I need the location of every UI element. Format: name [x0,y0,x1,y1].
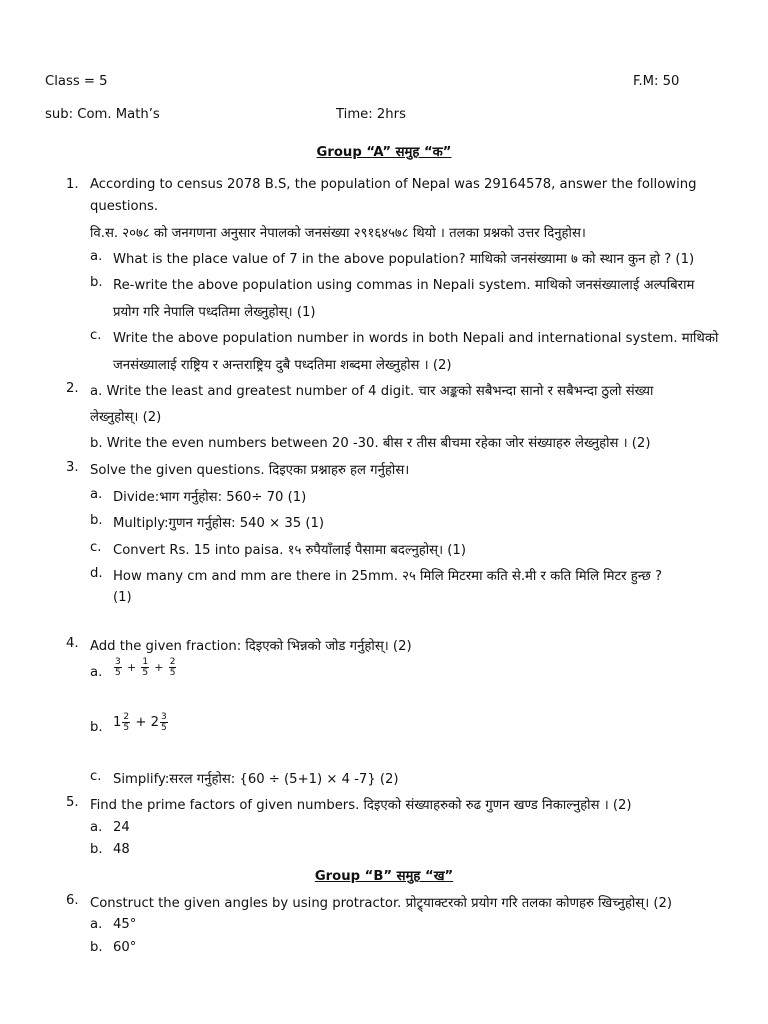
subject-label: sub: Com. Math’s [45,107,160,122]
q1c-label: c. [90,328,102,343]
q5b-text: 48 [113,842,130,857]
numerator: 1 [142,657,149,667]
q2a-line2: लेख्नुहोस्। (2) [90,410,162,425]
numerator: 3 [160,712,167,722]
q4a-expression [113,657,177,678]
q1-nepali-line: वि.स. २०७८ को जनगणना अनुसार नेपालको जनसंख्या २९१६४५७८ थियो । तलका प्रश्नको उत्तर दिनुहोस। [90,226,586,241]
denominator: 5 [169,668,176,678]
fraction [169,657,177,678]
q1c-line2: जनसंख्यालाई राष्ट्रिय र अन्तराष्ट्रिय दुबै पध्दतिमा शब्दमा लेख्नुहोस । (2) [113,358,452,373]
time-label: Time: 2hrs [336,107,406,122]
q6b-label: b. [90,940,103,955]
q6-number: 6. [66,893,79,908]
fraction [160,712,168,733]
q4b-label: b. [90,720,103,735]
fraction [141,657,149,678]
q2-number: 2. [66,381,79,396]
numerator: 3 [115,657,121,667]
q5-text: Find the prime factors of given numbers. दिइएको संख्याहरुको रुढ गुणन खण्ड निकाल्नुहोस । (2) [90,798,632,813]
q1a-text: What is the place value of 7 in the above population? माथिको जनसंख्यामा ७ को स्थान कुन हो ? (1) [113,252,695,267]
q6a-label: a. [90,917,103,932]
plus-sign: + [135,715,147,730]
q5a-text: 24 [113,820,130,835]
plus-sign: + [154,661,164,674]
q3a-label: a. [90,487,103,502]
q4c-text: Simplify:सरल गर्नुहोस: {60 ÷ (5+1) × 4 -7} (2) [113,772,399,787]
q2a-line1: a. Write the least and greatest number of 4 digit. चार अङ्कको सबैभन्दा सानो र सबैभन्दा ठुलो संख्या [90,384,654,399]
q6a-text: 45° [113,917,137,932]
q3c-label: c. [90,540,102,555]
q1a-label: a. [90,249,103,264]
q3-text: Solve the given questions. दिइएका प्रश्नाहरु हल गर्नुहोस। [90,463,410,478]
fraction [122,712,130,733]
q3d-line1: How many cm and mm are there in 25mm. २५ मिलि मिटरमा कति से.मी र कति मिलि मिटर हुन्छ ? [113,569,662,584]
q5-number: 5. [66,795,79,810]
q3c-text: Convert Rs. 15 into paisa. १५ रुपैयाँलाई पैसामा बदल्नुहोस्। (1) [113,543,466,558]
q1-line2: questions. [90,199,159,214]
numerator: 2 [169,657,176,667]
q2b-text: b. Write the even numbers between 20 -30. बीस र तीस बीचमा रहेका जोर संख्याहरु लेख्नुहोस । (2) [90,436,651,451]
q1b-line1: Re-write the above population using commas in Nepali system. माथिको जनसंख्यालाई अल्पबिराम [113,278,695,293]
numerator: 2 [123,712,130,722]
q1c-line1: Write the above population number in words in both Nepali and international system. माथिको [113,331,719,346]
group-b-title: Group “B” समुह “ख” [314,869,454,884]
whole-number: 1 [113,715,122,730]
q1-number: 1. [66,177,79,192]
q3b-text: Multiply:गुणन गर्नुहोस: 540 × 35 (1) [113,516,324,531]
q3-number: 3. [66,460,79,475]
q6-text: Construct the given angles by using protractor. प्रोट्र्याक्टरको प्रयोग गरि तलका कोणहरु खिच्नुहोस्। (2) [90,896,673,911]
fraction [114,657,122,678]
whole-number: 2 [150,715,159,730]
q4-number: 4. [66,636,79,651]
q4a-label: a. [90,665,103,680]
q3b-label: b. [90,513,103,528]
class-label: Class = 5 [45,74,108,89]
q3d-line2: (1) [113,590,132,605]
q5a-label: a. [90,820,103,835]
denominator: 5 [115,668,121,678]
denominator: 5 [160,723,167,733]
denominator: 5 [123,723,130,733]
q3d-label: d. [90,566,103,581]
q5b-label: b. [90,842,103,857]
q1-line1: According to census 2078 B.S, the population of Nepal was 29164578, answer the following [90,177,697,192]
full-marks-label: F.M: 50 [633,74,680,89]
q1b-label: b. [90,275,103,290]
plus-sign: + [126,661,137,674]
q1b-line2: प्रयोग गरि नेपालि पध्दतिमा लेख्नुहोस्। (1) [113,305,316,320]
group-a-title: Group “A” समुह “क” [316,145,452,160]
q3a-text: Divide:भाग गर्नुहोस: 560÷ 70 (1) [113,490,307,505]
q4b-expression [113,712,169,733]
denominator: 5 [142,668,149,678]
q4-text: Add the given fraction: दिइएको भिन्नको जोड गर्नुहोस्। (2) [90,639,412,654]
q6b-text: 60° [113,940,137,955]
q4c-label: c. [90,769,102,784]
